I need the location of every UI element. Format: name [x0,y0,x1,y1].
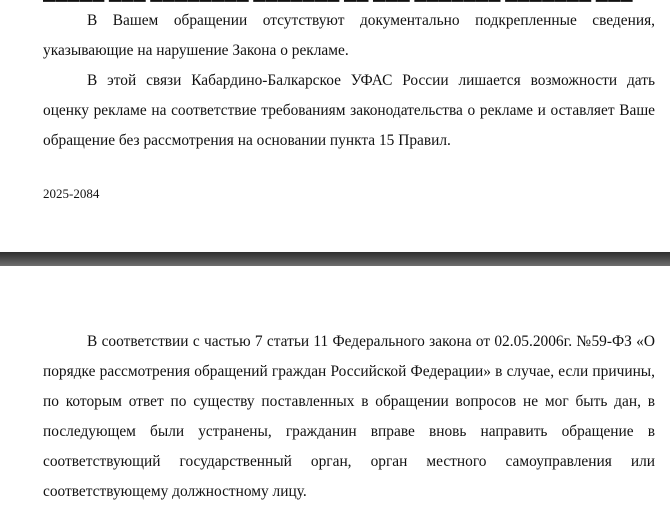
paragraph-missing-evidence: В Вашем обращении отсутствуют документально подкрепленные сведения, указывающие на нарушение Закона о рекламе. [43,12,655,59]
clipped-text-line [43,0,655,3]
document-number: 2025-2084 [43,186,100,201]
document-page-top [0,0,670,252]
page-separator [0,252,670,266]
paragraph-no-review-decision: В этой связи Кабардино-Балкарское УФАС России лишается возможности дать оценку рекламе на соответствие требованиям законодательства о рекламе и оставляет Ваше обращение без рассмотрения на основании пункта 15 Правил. [43,72,655,149]
paragraph-right-to-reappeal: В соответствии с частью 7 статьи 11 Федерального закона от 02.05.2006г. №59-ФЗ «О порядке рассмотрения обращений граждан Российской Федерации» в случае, если причины, по которым ответ по существу поставленных в обращении вопросов не мог быть дан, в последующем были устранены, гражданин вправе вновь направить обращение в соответствующий государственный орган, орган местного самоуправления или соответствующему должностному лицу. [43,333,655,500]
